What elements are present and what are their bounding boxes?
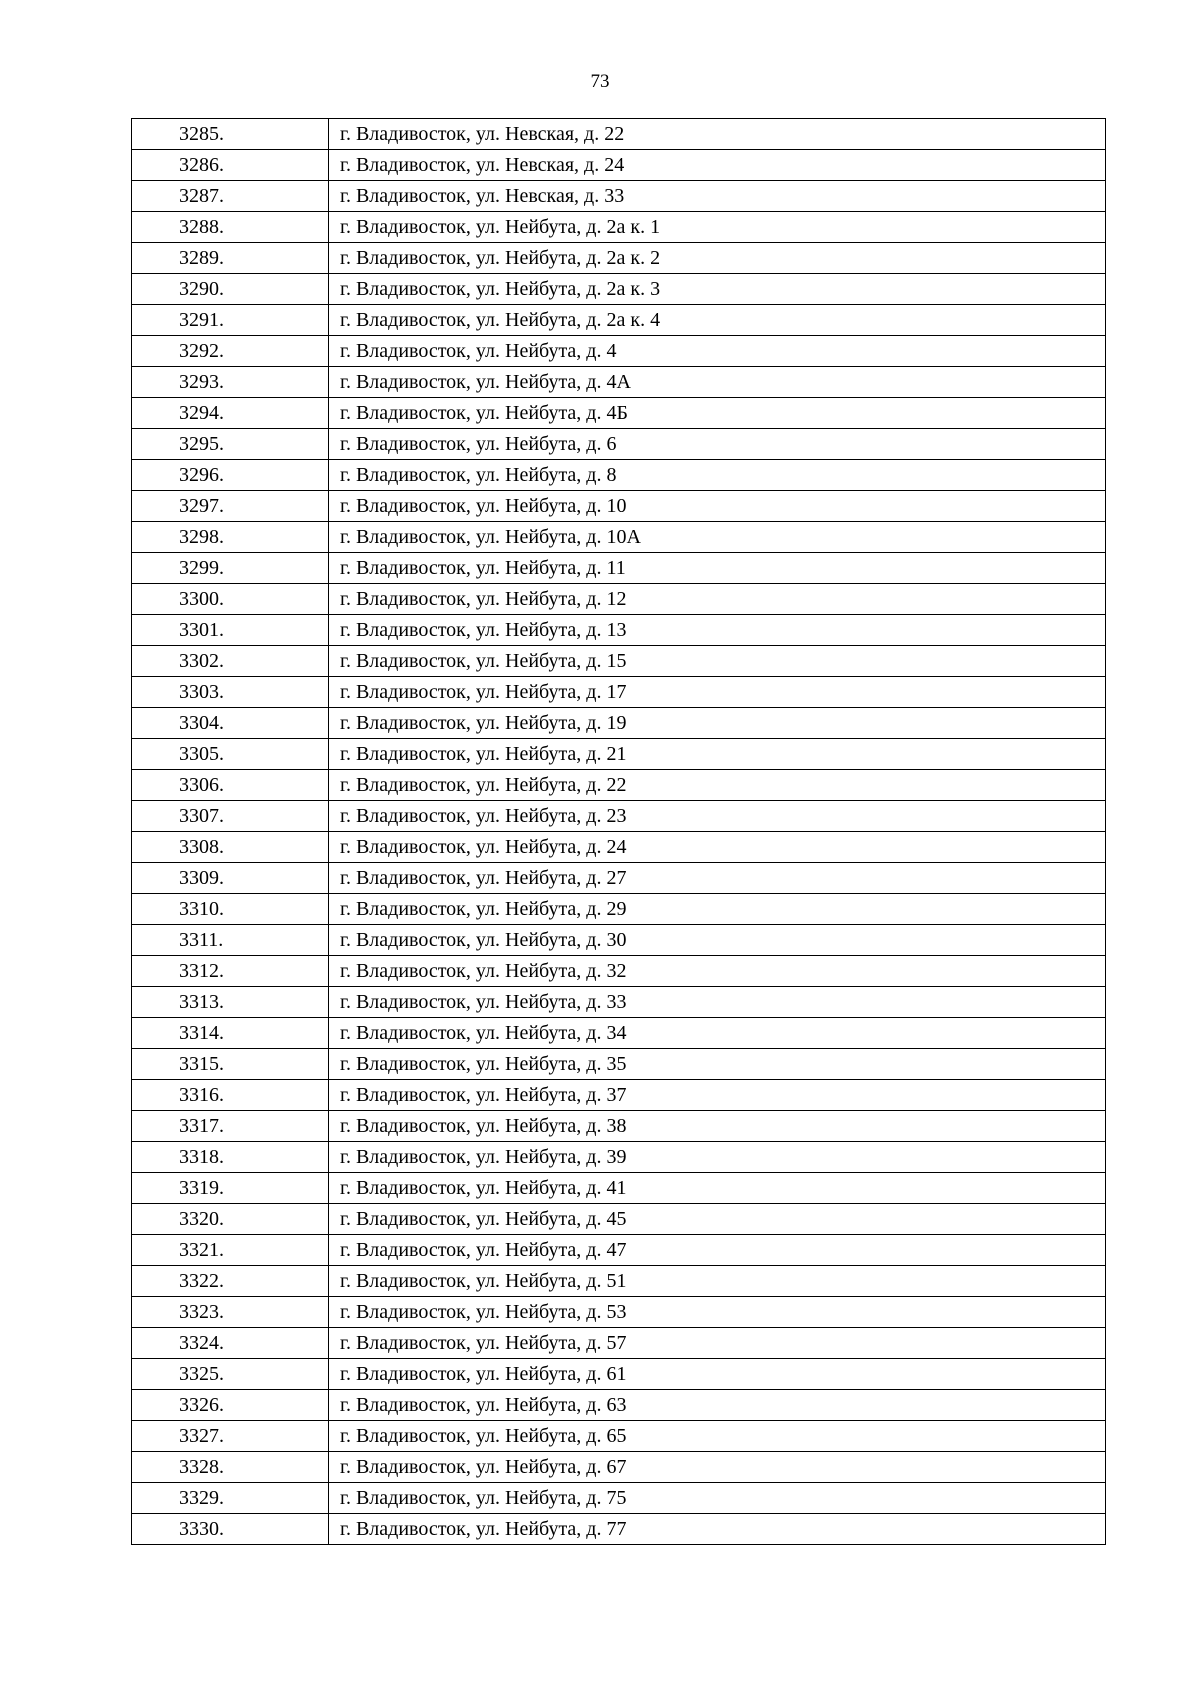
address-cell: г. Владивосток, ул. Нейбута, д. 4: [329, 336, 1106, 367]
row-number-cell: 3325.: [132, 1359, 329, 1390]
address-cell: г. Владивосток, ул. Невская, д. 33: [329, 181, 1106, 212]
address-cell: г. Владивосток, ул. Нейбута, д. 21: [329, 739, 1106, 770]
address-cell: г. Владивосток, ул. Нейбута, д. 2а к. 3: [329, 274, 1106, 305]
table-row: [132, 708, 1106, 739]
address-cell: г. Владивосток, ул. Нейбута, д. 35: [329, 1049, 1106, 1080]
row-number-cell: 3288.: [132, 212, 329, 243]
row-number-cell: 3318.: [132, 1142, 329, 1173]
row-number-cell: 3292.: [132, 336, 329, 367]
row-number-cell: 3317.: [132, 1111, 329, 1142]
address-cell: г. Владивосток, ул. Нейбута, д. 53: [329, 1297, 1106, 1328]
table-row: [132, 1111, 1106, 1142]
row-number-cell: 3303.: [132, 677, 329, 708]
table-row: [132, 1421, 1106, 1452]
address-cell: г. Владивосток, ул. Нейбута, д. 2а к. 1: [329, 212, 1106, 243]
table-row: [132, 1297, 1106, 1328]
row-number-cell: 3289.: [132, 243, 329, 274]
address-cell: г. Владивосток, ул. Невская, д. 22: [329, 119, 1106, 150]
table-row: [132, 1359, 1106, 1390]
row-number-cell: 3306.: [132, 770, 329, 801]
address-cell: г. Владивосток, ул. Нейбута, д. 10: [329, 491, 1106, 522]
address-cell: г. Владивосток, ул. Нейбута, д. 10А: [329, 522, 1106, 553]
address-cell: г. Владивосток, ул. Нейбута, д. 19: [329, 708, 1106, 739]
row-number-cell: 3326.: [132, 1390, 329, 1421]
table-row: [132, 1390, 1106, 1421]
row-number-cell: 3297.: [132, 491, 329, 522]
address-cell: г. Владивосток, ул. Нейбута, д. 29: [329, 894, 1106, 925]
address-cell: г. Владивосток, ул. Нейбута, д. 2а к. 2: [329, 243, 1106, 274]
row-number-cell: 3319.: [132, 1173, 329, 1204]
address-cell: г. Владивосток, ул. Нейбута, д. 24: [329, 832, 1106, 863]
table-row: [132, 1266, 1106, 1297]
page-number: 73: [590, 71, 610, 92]
table-row: [132, 553, 1106, 584]
address-cell: г. Владивосток, ул. Нейбута, д. 41: [329, 1173, 1106, 1204]
address-cell: г. Владивосток, ул. Нейбута, д. 12: [329, 584, 1106, 615]
address-cell: г. Владивосток, ул. Нейбута, д. 67: [329, 1452, 1106, 1483]
row-number-cell: 3308.: [132, 832, 329, 863]
table-row: [132, 1018, 1106, 1049]
address-cell: г. Владивосток, ул. Нейбута, д. 77: [329, 1514, 1106, 1545]
row-number-cell: 3294.: [132, 398, 329, 429]
table-row: [132, 863, 1106, 894]
table-row: [132, 1483, 1106, 1514]
address-cell: г. Владивосток, ул. Нейбута, д. 57: [329, 1328, 1106, 1359]
row-number-cell: 3322.: [132, 1266, 329, 1297]
address-table-body: [132, 119, 1106, 1545]
address-cell: г. Владивосток, ул. Нейбута, д. 61: [329, 1359, 1106, 1390]
address-cell: г. Владивосток, ул. Нейбута, д. 33: [329, 987, 1106, 1018]
table-row: [132, 1204, 1106, 1235]
table-row: [132, 1235, 1106, 1266]
address-cell: г. Владивосток, ул. Нейбута, д. 34: [329, 1018, 1106, 1049]
address-cell: г. Владивосток, ул. Нейбута, д. 27: [329, 863, 1106, 894]
address-cell: г. Владивосток, ул. Нейбута, д. 13: [329, 615, 1106, 646]
row-number-cell: 3299.: [132, 553, 329, 584]
address-cell: г. Владивосток, ул. Нейбута, д. 11: [329, 553, 1106, 584]
address-cell: г. Владивосток, ул. Нейбута, д. 39: [329, 1142, 1106, 1173]
row-number-cell: 3309.: [132, 863, 329, 894]
table-row: [132, 522, 1106, 553]
row-number-cell: 3300.: [132, 584, 329, 615]
row-number-cell: 3321.: [132, 1235, 329, 1266]
address-cell: г. Владивосток, ул. Нейбута, д. 30: [329, 925, 1106, 956]
address-cell: г. Владивосток, ул. Нейбута, д. 6: [329, 429, 1106, 460]
row-number-cell: 3313.: [132, 987, 329, 1018]
table-row: [132, 1514, 1106, 1545]
row-number-cell: 3295.: [132, 429, 329, 460]
row-number-cell: 3293.: [132, 367, 329, 398]
row-number-cell: 3316.: [132, 1080, 329, 1111]
address-cell: г. Владивосток, ул. Нейбута, д. 45: [329, 1204, 1106, 1235]
address-cell: г. Владивосток, ул. Нейбута, д. 38: [329, 1111, 1106, 1142]
row-number-cell: 3296.: [132, 460, 329, 491]
table-row: [132, 460, 1106, 491]
row-number-cell: 3327.: [132, 1421, 329, 1452]
row-number-cell: 3286.: [132, 150, 329, 181]
row-number-cell: 3324.: [132, 1328, 329, 1359]
table-row: [132, 739, 1106, 770]
address-table: [131, 118, 1106, 1545]
row-number-cell: 3285.: [132, 119, 329, 150]
table-row: [132, 646, 1106, 677]
row-number-cell: 3302.: [132, 646, 329, 677]
table-row: [132, 367, 1106, 398]
table-row: [132, 894, 1106, 925]
address-cell: г. Владивосток, ул. Нейбута, д. 65: [329, 1421, 1106, 1452]
row-number-cell: 3304.: [132, 708, 329, 739]
row-number-cell: 3328.: [132, 1452, 329, 1483]
table-row: [132, 150, 1106, 181]
table-row: [132, 615, 1106, 646]
row-number-cell: 3290.: [132, 274, 329, 305]
row-number-cell: 3298.: [132, 522, 329, 553]
address-cell: г. Владивосток, ул. Нейбута, д. 8: [329, 460, 1106, 491]
table-row: [132, 274, 1106, 305]
address-cell: г. Владивосток, ул. Невская, д. 24: [329, 150, 1106, 181]
table-row: [132, 398, 1106, 429]
address-cell: г. Владивосток, ул. Нейбута, д. 4А: [329, 367, 1106, 398]
row-number-cell: 3307.: [132, 801, 329, 832]
table-row: [132, 801, 1106, 832]
table-row: [132, 925, 1106, 956]
row-number-cell: 3330.: [132, 1514, 329, 1545]
row-number-cell: 3329.: [132, 1483, 329, 1514]
table-row: [132, 1049, 1106, 1080]
table-row: [132, 305, 1106, 336]
table-row: [132, 1173, 1106, 1204]
row-number-cell: 3314.: [132, 1018, 329, 1049]
address-cell: г. Владивосток, ул. Нейбута, д. 2а к. 4: [329, 305, 1106, 336]
row-number-cell: 3310.: [132, 894, 329, 925]
address-cell: г. Владивосток, ул. Нейбута, д. 23: [329, 801, 1106, 832]
table-row: [132, 832, 1106, 863]
row-number-cell: 3312.: [132, 956, 329, 987]
table-row: [132, 429, 1106, 460]
address-cell: г. Владивосток, ул. Нейбута, д. 47: [329, 1235, 1106, 1266]
table-row: [132, 677, 1106, 708]
table-row: [132, 584, 1106, 615]
address-cell: г. Владивосток, ул. Нейбута, д. 15: [329, 646, 1106, 677]
row-number-cell: 3311.: [132, 925, 329, 956]
row-number-cell: 3305.: [132, 739, 329, 770]
row-number-cell: 3315.: [132, 1049, 329, 1080]
address-cell: г. Владивосток, ул. Нейбута, д. 63: [329, 1390, 1106, 1421]
table-row: [132, 1452, 1106, 1483]
row-number-cell: 3287.: [132, 181, 329, 212]
table-row: [132, 1142, 1106, 1173]
row-number-cell: 3320.: [132, 1204, 329, 1235]
table-row: [132, 1080, 1106, 1111]
table-row: [132, 956, 1106, 987]
table-row: [132, 212, 1106, 243]
table-row: [132, 770, 1106, 801]
row-number-cell: 3291.: [132, 305, 329, 336]
address-cell: г. Владивосток, ул. Нейбута, д. 22: [329, 770, 1106, 801]
table-row: [132, 243, 1106, 274]
table-row: [132, 1328, 1106, 1359]
address-cell: г. Владивосток, ул. Нейбута, д. 37: [329, 1080, 1106, 1111]
row-number-cell: 3323.: [132, 1297, 329, 1328]
address-cell: г. Владивосток, ул. Нейбута, д. 17: [329, 677, 1106, 708]
table-row: [132, 491, 1106, 522]
table-row: [132, 336, 1106, 367]
address-cell: г. Владивосток, ул. Нейбута, д. 32: [329, 956, 1106, 987]
row-number-cell: 3301.: [132, 615, 329, 646]
address-cell: г. Владивосток, ул. Нейбута, д. 4Б: [329, 398, 1106, 429]
table-row: [132, 181, 1106, 212]
table-row: [132, 119, 1106, 150]
table-row: [132, 987, 1106, 1018]
address-cell: г. Владивосток, ул. Нейбута, д. 51: [329, 1266, 1106, 1297]
address-cell: г. Владивосток, ул. Нейбута, д. 75: [329, 1483, 1106, 1514]
